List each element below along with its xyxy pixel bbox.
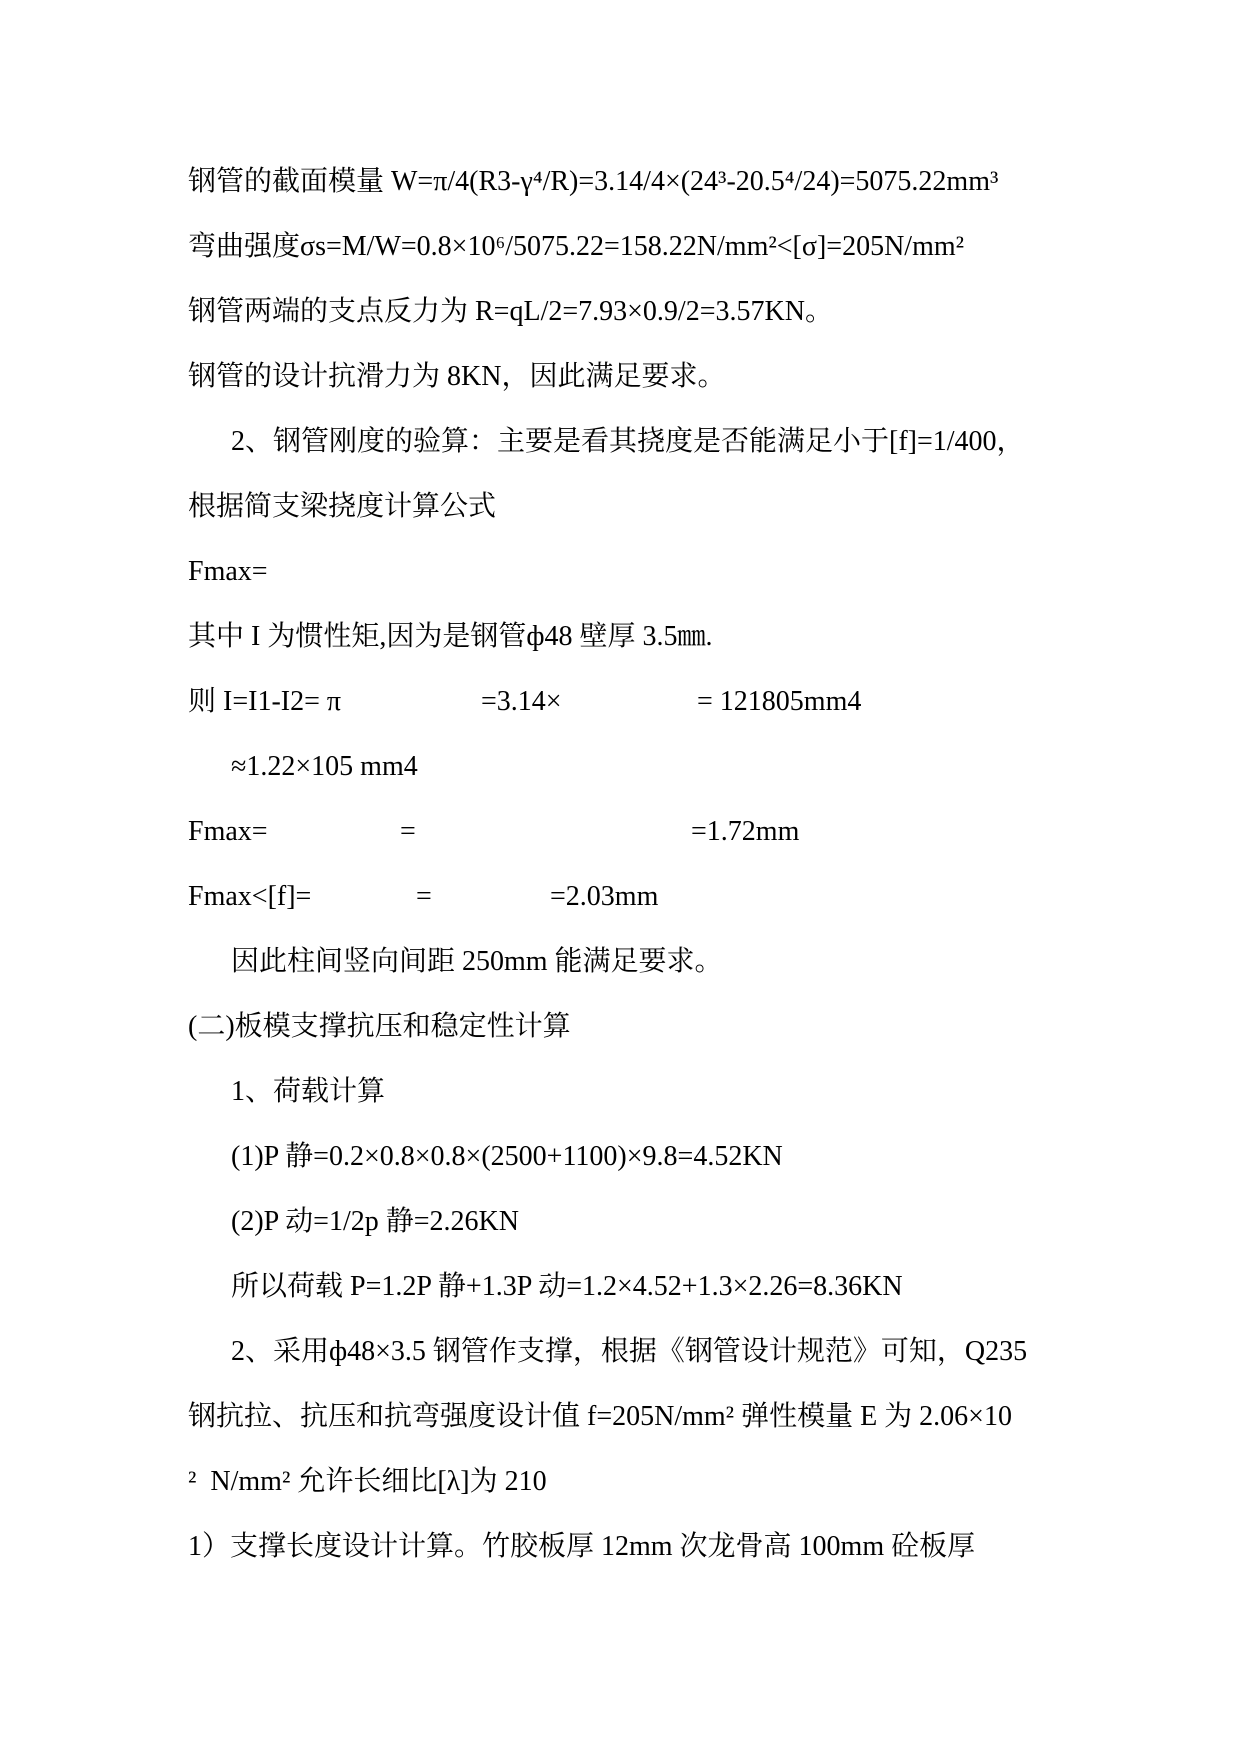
text-line-total-load: 所以荷载 P=1.2P 静+1.3P 动=1.2×4.52+1.3×2.26=8.36KN [231, 1271, 903, 1302]
fmax-limit-equation-lhs: Fmax<[f]= [188, 881, 312, 912]
text-line-bending-strength: 弯曲强度σs=M/W=0.8×10⁶/5075.22=158.22N/mm²<[σ]=205N/mm² [188, 231, 965, 262]
text-line-dynamic-load: (2)P 动=1/2p 静=2.26KN [231, 1206, 519, 1237]
fmax-limit-equation-row [188, 880, 1088, 914]
text-line-inertia-note: 其中 I 为惯性矩,因为是钢管ф48 壁厚 3.5㎜. [188, 621, 713, 652]
fmax-equation-result: =1.72mm [691, 816, 800, 847]
text-line-support-length: 1）支撑长度设计计算。竹胶板厚 12mm 次龙骨高 100mm 砼板厚 [188, 1531, 976, 1562]
text-line-fmax-formula: Fmax= [188, 556, 268, 587]
text-line-section-modulus: 钢管的截面模量 W=π/4(R3-γ⁴/R)=3.14/4×(24³-20.5⁴/24)=5075.22mm³ [188, 166, 999, 197]
fmax-equation-lhs: Fmax= [188, 816, 268, 847]
text-line-anti-slip: 钢管的设计抗滑力为 8KN，因此满足要求。 [188, 361, 726, 392]
text-line-steel-pipe-support: 2、采用ф48×3.5 钢管作支撑，根据《钢管设计规范》可知，Q235 [231, 1336, 1028, 1367]
text-line-deflection-formula-intro: 根据简支梁挠度计算公式 [188, 491, 497, 522]
subsection-heading-load: 1、荷载计算 [231, 1076, 386, 1107]
text-line-static-load: (1)P 静=0.2×0.8×0.8×(2500+1100)×9.8=4.52KN [231, 1141, 783, 1172]
text-line-slenderness: ² N/mm² 允许长细比[λ]为 210 [188, 1466, 547, 1497]
text-line-stiffness-check: 2、钢管刚度的验算：主要是看其挠度是否能满足小于[f]=1/400， [231, 426, 1025, 457]
inertia-equation-middle: =3.14× [481, 686, 562, 717]
text-line-support-reaction: 钢管两端的支点反力为 R=qL/2=7.93×0.9/2=3.57KN。 [188, 296, 833, 327]
fmax-equation-row [188, 815, 1088, 849]
fmax-equation-middle: = [400, 816, 416, 847]
fmax-limit-equation-middle: = [416, 881, 432, 912]
text-line-spacing-conclusion: 因此柱间竖向间距 250mm 能满足要求。 [231, 946, 723, 977]
inertia-equation-row [188, 685, 1088, 719]
inertia-equation-result: = 121805mm4 [697, 686, 862, 717]
inertia-equation-lhs: 则 I=I1-I2= π [188, 686, 342, 717]
text-line-inertia-approx: ≈1.22×105 mm4 [231, 751, 418, 782]
fmax-limit-equation-result: =2.03mm [550, 881, 659, 912]
section-heading-slab-support: (二)板模支撑抗压和稳定性计算 [188, 1011, 571, 1042]
text-line-design-strength: 钢抗拉、抗压和抗弯强度设计值 f=205N/mm² 弹性模量 E 为 2.06×10 [188, 1401, 1012, 1432]
